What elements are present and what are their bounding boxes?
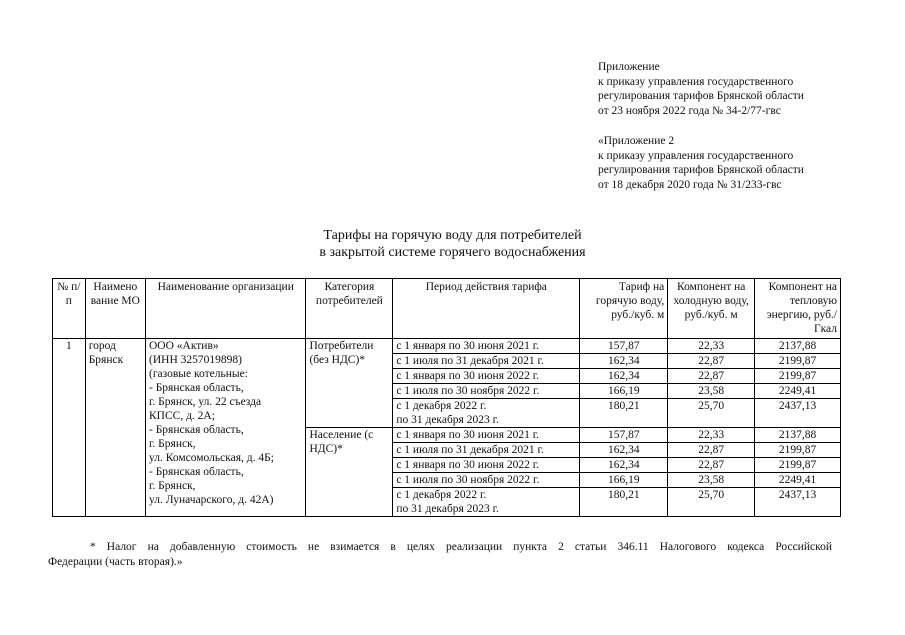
row-num: 1 — [53, 339, 86, 517]
header-heat: Компонент на тепловую энергию, руб./Гкал — [755, 279, 841, 339]
footnote-line-2: Федерации (часть вторая).» — [48, 556, 183, 568]
cold-cell: 22,33 — [668, 428, 755, 443]
cold-cell: 23,58 — [668, 384, 755, 399]
title-line-1: Тарифы на горячую воду для потребителей — [323, 228, 582, 243]
table-header-row — [53, 279, 841, 339]
header-period: Период действия тарифа — [393, 279, 580, 339]
title-line-2: в закрытой системе горячего водоснабжения — [319, 245, 586, 260]
tariff-cell: 162,34 — [580, 458, 668, 473]
header-cold: Компонент на холодную воду, руб./куб. м — [668, 279, 755, 339]
appendix-line: к приказу управления государственного — [598, 75, 794, 88]
cold-cell: 22,87 — [668, 369, 755, 384]
period-cell: с 1 января по 30 июня 2022 г. — [393, 458, 580, 473]
heat-cell: 2137,88 — [755, 339, 841, 354]
heat-cell: 2199,87 — [755, 443, 841, 458]
header-tariff: Тариф на горячую воду, руб./куб. м — [580, 279, 668, 339]
tariff-cell: 180,21 — [580, 399, 668, 428]
tariff-cell: 162,34 — [580, 369, 668, 384]
period-cell: с 1 января по 30 июня 2021 г. — [393, 428, 580, 443]
cold-cell: 22,33 — [668, 339, 755, 354]
period-cell: с 1 декабря 2022 г. по 31 декабря 2023 г. — [393, 488, 580, 517]
appendix-line: регулирования тарифов Брянской области — [598, 90, 804, 102]
appendix-line: от 23 ноября 2022 года № 34-2/77-гвс — [598, 104, 781, 117]
appendix-line: к приказу управления государственного — [598, 149, 794, 162]
appendix-line: регулирования тарифов Брянской области — [598, 164, 804, 176]
heat-cell: 2199,87 — [755, 458, 841, 473]
tariff-cell: 157,87 — [580, 428, 668, 443]
header-mo: Наимено вание МО — [85, 279, 145, 339]
heat-cell: 2137,88 — [755, 428, 841, 443]
cold-cell: 23,58 — [668, 473, 755, 488]
tariff-cell: 166,19 — [580, 473, 668, 488]
heat-cell: 2249,41 — [755, 473, 841, 488]
row-org: ООО «Актив» (ИНН 3257019898) (газовые котельные: - Брянская область, г. Брянск, ул. 22 съезда КПСС, д. 2А; - Брянская область, г. Брянск, ул. Комсомольская, д. 4Б; - Брянская область, г. Брянск, ул. Луначарского, д. 42А) — [146, 339, 306, 517]
period-cell: с 1 января по 30 июня 2021 г. — [393, 339, 580, 354]
document-title — [0, 227, 905, 261]
period-cell: с 1 января по 30 июня 2022 г. — [393, 369, 580, 384]
cold-cell: 25,70 — [668, 399, 755, 428]
appendix-line: «Приложение 2 — [598, 135, 675, 147]
header-category: Категория потребителей — [306, 279, 393, 339]
header-org: Наименование организации — [146, 279, 306, 339]
period-cell: с 1 июля по 31 декабря 2021 г. — [393, 354, 580, 369]
category-label: Потребители (без НДС)* — [306, 339, 393, 428]
cold-cell: 22,87 — [668, 443, 755, 458]
period-cell: с 1 июля по 30 ноября 2022 г. — [393, 473, 580, 488]
category-label: Население (с НДС)* — [306, 428, 393, 517]
heat-cell: 2199,87 — [755, 354, 841, 369]
heat-cell: 2437,13 — [755, 399, 841, 428]
tariff-cell: 162,34 — [580, 443, 668, 458]
tariff-cell: 162,34 — [580, 354, 668, 369]
cold-cell: 25,70 — [668, 488, 755, 517]
tariff-table — [52, 278, 841, 517]
heat-cell: 2199,87 — [755, 369, 841, 384]
period-cell: с 1 декабря 2022 г. по 31 декабря 2023 г. — [393, 399, 580, 428]
period-cell: с 1 июля по 31 декабря 2021 г. — [393, 443, 580, 458]
appendix-current-header — [598, 60, 804, 118]
header-num: № п/п — [53, 279, 86, 339]
footnote — [48, 540, 832, 570]
heat-cell: 2249,41 — [755, 384, 841, 399]
tariff-cell: 180,21 — [580, 488, 668, 517]
table-row — [53, 339, 841, 354]
heat-cell: 2437,13 — [755, 488, 841, 517]
period-cell: с 1 июля по 30 ноября 2022 г. — [393, 384, 580, 399]
cold-cell: 22,87 — [668, 354, 755, 369]
row-mo: город Брянск — [85, 339, 145, 517]
appendix-previous-header — [598, 134, 804, 192]
cold-cell: 22,87 — [668, 458, 755, 473]
appendix-line: Приложение — [598, 61, 660, 73]
tariff-cell: 157,87 — [580, 339, 668, 354]
tariff-cell: 166,19 — [580, 384, 668, 399]
appendix-line: от 18 декабря 2020 года № 31/233-гвс — [598, 178, 782, 191]
footnote-line-1: * Налог на добавленную стоимость не взимается в целях реализации пункта 2 статьи 346.11 Налогового кодекса Российской — [90, 541, 832, 553]
